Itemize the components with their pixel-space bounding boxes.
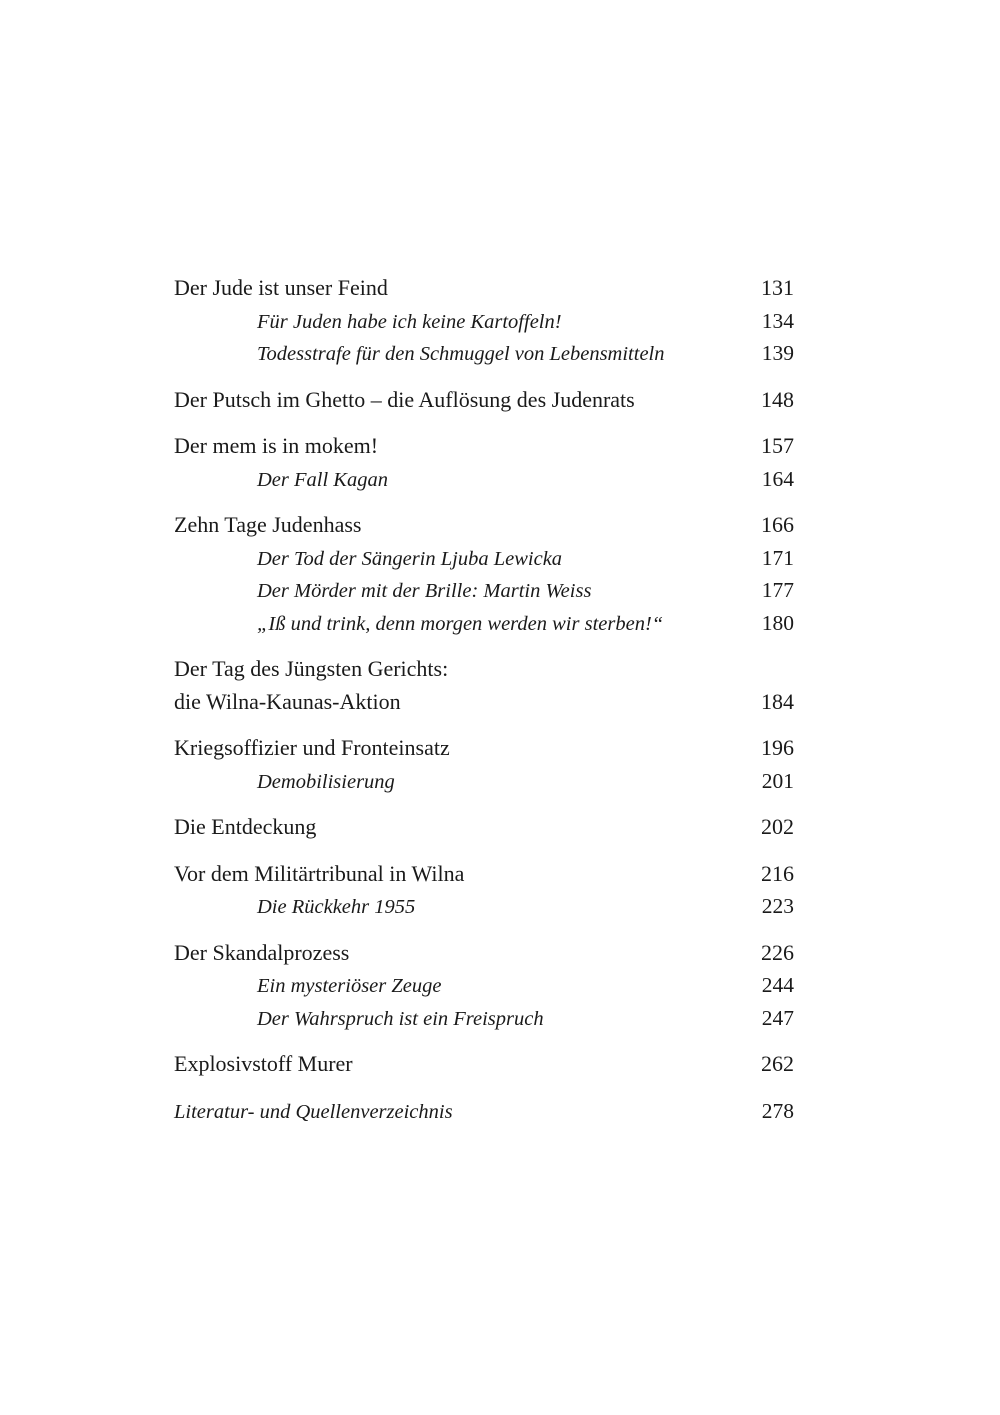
toc-section [174, 1095, 794, 1128]
toc-subentry [174, 890, 794, 923]
toc-section [174, 653, 794, 718]
entry-title: Der Skandalprozess [174, 939, 350, 965]
page-number: 247 [761, 1005, 794, 1030]
entry-title: Der Wahrspruch ist ein Freispruch [257, 1007, 544, 1030]
toc-subentry [174, 765, 794, 798]
toc-section [174, 937, 794, 1035]
toc-subentry [174, 337, 794, 370]
toc-section [174, 811, 794, 844]
toc-entry [174, 686, 794, 719]
entry-title: Der Putsch im Ghetto – die Auflösung des Judenrats [174, 386, 635, 412]
page-number: 131 [761, 275, 794, 300]
toc-section [174, 430, 794, 495]
page-number: 226 [761, 939, 794, 965]
entry-title: Der Tag des Jüngsten Gerichts: [174, 656, 449, 681]
entry-title: Vor dem Militärtribunal in Wilna [174, 860, 465, 886]
toc-subentry [174, 969, 794, 1002]
page-number: 157 [761, 433, 794, 458]
page-number: 244 [761, 973, 794, 997]
entry-title: Demobilisierung [257, 770, 395, 793]
page-number: 223 [761, 894, 794, 918]
page-number: 166 [761, 512, 794, 537]
section-gap [174, 1034, 794, 1048]
toc-section [174, 732, 794, 797]
toc-section [174, 1048, 794, 1081]
toc-entry [174, 732, 794, 765]
toc-subentry [174, 463, 794, 496]
page-number: 148 [761, 386, 794, 412]
section-gap [174, 718, 794, 732]
page-number: 139 [761, 341, 794, 365]
page-number: 202 [761, 814, 794, 839]
entry-title: Die Entdeckung [174, 814, 317, 839]
section-gap [174, 1081, 794, 1095]
section-gap [174, 639, 794, 653]
toc-section [174, 858, 794, 923]
page-number: 201 [761, 768, 794, 793]
page-number: 196 [761, 735, 794, 760]
section-gap [174, 844, 794, 858]
page-number: 278 [761, 1098, 794, 1123]
toc-section [174, 509, 794, 639]
toc-entry [174, 384, 794, 417]
toc-entry [174, 653, 794, 686]
page-number: 177 [761, 578, 794, 602]
entry-title: Explosivstoff Murer [174, 1051, 353, 1076]
section-gap [174, 416, 794, 430]
section-gap [174, 923, 794, 937]
page-number: 171 [761, 545, 794, 570]
toc-subentry [174, 574, 794, 607]
toc-subentry [174, 305, 794, 338]
entry-title: die Wilna-Kaunas-Aktion [174, 688, 401, 714]
entry-title: Kriegsoffizier und Fronteinsatz [174, 735, 450, 760]
section-gap [174, 797, 794, 811]
entry-title: „Iß und trink, denn morgen werden wir sterben!“ [257, 612, 664, 635]
entry-title: Zehn Tage Judenhass [174, 512, 362, 537]
section-gap [174, 370, 794, 384]
toc-entry [174, 272, 794, 305]
entry-title: Der Fall Kagan [257, 468, 388, 491]
page-number: 262 [761, 1051, 794, 1076]
toc-entry [174, 509, 794, 542]
entry-title: Der Mörder mit der Brille: Martin Weiss [257, 580, 592, 602]
entry-title: Ein mysteriöser Zeuge [257, 975, 442, 997]
entry-title: Todesstrafe für den Schmuggel von Lebensmitteln [257, 343, 665, 365]
entry-title: Der Tod der Sängerin Ljuba Lewicka [257, 547, 563, 570]
table-of-contents [174, 272, 794, 1127]
toc-subentry [174, 607, 794, 640]
toc-section [174, 384, 794, 417]
page-number: 216 [761, 860, 794, 886]
entry-title: Literatur- und Quellenverzeichnis [174, 1100, 453, 1123]
toc-subentry [174, 1002, 794, 1035]
toc-entry [174, 1048, 794, 1081]
page-number: 134 [761, 308, 794, 333]
toc-section [174, 272, 794, 370]
entry-title: Die Rückkehr 1955 [257, 896, 416, 918]
toc-subentry [174, 542, 794, 575]
toc-entry [174, 858, 794, 891]
toc-entry [174, 811, 794, 844]
toc-entry [174, 937, 794, 970]
page-number: 164 [761, 466, 794, 491]
page-number: 180 [761, 610, 794, 635]
toc-entry [174, 430, 794, 463]
entry-title: Der mem is in mokem! [174, 433, 379, 458]
page-number: 184 [761, 688, 794, 714]
entry-title: Der Jude ist unser Feind [174, 275, 388, 300]
toc-entry [174, 1095, 794, 1128]
entry-title: Für Juden habe ich keine Kartoffeln! [257, 310, 562, 333]
section-gap [174, 495, 794, 509]
